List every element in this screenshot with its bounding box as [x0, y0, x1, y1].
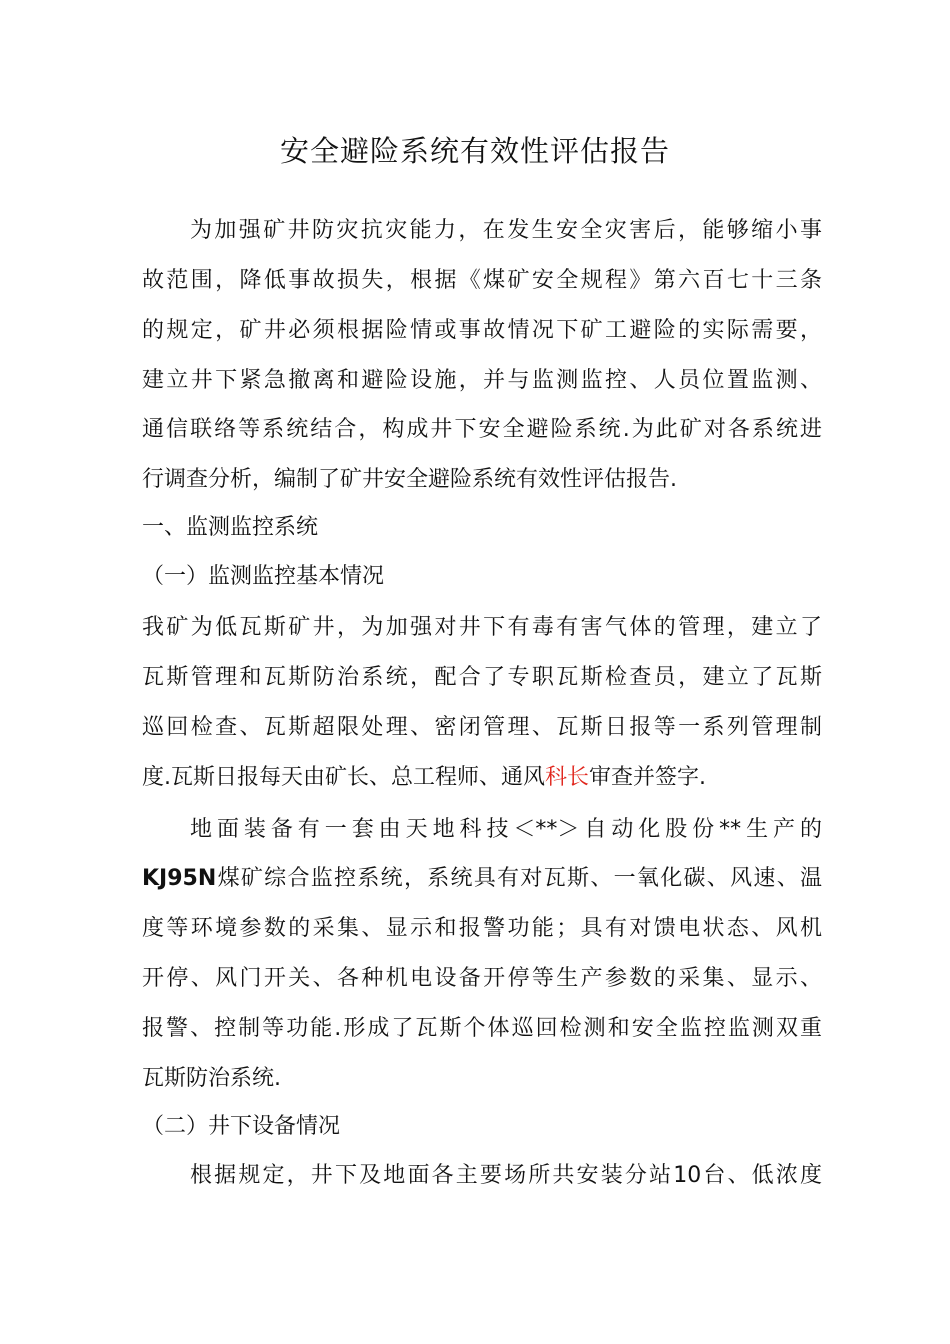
equipment-line-3: 度等环境参数的采集、显示和报警功能；具有对馈电状态、风机 [142, 916, 822, 941]
monitoring-line-2: 瓦斯管理和瓦斯防治系统，配合了专职瓦斯检查员，建立了瓦斯 [142, 665, 822, 690]
intro-line-2: 故范围，降低事故损失，根据《煤矿安全规程》第六百七十三条 [142, 268, 822, 293]
intro-line-3: 的规定，矿井必须根据险情或事故情况下矿工避险的实际需要， [142, 318, 822, 343]
document-title: 安全避险系统有效性评估报告 [279, 134, 670, 168]
highlighted-text: 科长 [545, 765, 590, 790]
monitoring-line-1: 我矿为低瓦斯矿井，为加强对井下有毒有害气体的管理，建立了 [142, 615, 822, 640]
equipment-line-2 [142, 860, 822, 898]
subsection-1-heading: （一）监测监控基本情况 [142, 564, 385, 589]
underground-line-1: 根据规定，井下及地面各主要场所共安装分站10台、低浓度 [190, 1163, 822, 1188]
intro-line-4: 建立井下紧急撤离和避险设施，并与监测监控、人员位置监测、 [142, 368, 822, 393]
monitoring-line-4-end: 审查并签字. [589, 765, 707, 790]
system-model: KJ95N [142, 866, 217, 891]
equipment-line-5: 报警、控制等功能.形成了瓦斯个体巡回检测和安全监控监测双重 [142, 1016, 822, 1041]
monitoring-line-4 [142, 759, 822, 797]
subsection-2-heading: （二）井下设备情况 [142, 1114, 341, 1139]
intro-line-5: 通信联络等系统结合，构成井下安全避险系统.为此矿对各系统进 [142, 417, 822, 442]
monitoring-line-3: 巡回检查、瓦斯超限处理、密闭管理、瓦斯日报等一系列管理制 [142, 715, 822, 740]
equipment-line-2-rest: 煤矿综合监控系统，系统具有对瓦斯、一氧化碳、风速、温 [216, 866, 822, 891]
monitoring-line-4-start: 度.瓦斯日报每天由矿长、总工程师、通风 [142, 765, 545, 790]
equipment-line-6: 瓦斯防治系统. [142, 1066, 281, 1091]
equipment-line-1: 地面装备有一套由天地科技＜**＞自动化股份**生产的 [190, 817, 822, 842]
section-1-heading: 一、监测监控系统 [142, 515, 319, 540]
intro-line-6: 行调查分析，编制了矿井安全避险系统有效性评估报告. [142, 467, 677, 492]
equipment-line-4: 开停、风门开关、各种机电设备开停等生产参数的采集、显示、 [142, 966, 822, 991]
intro-line-1: 为加强矿井防灾抗灾能力，在发生安全灾害后，能够缩小事 [190, 218, 822, 243]
